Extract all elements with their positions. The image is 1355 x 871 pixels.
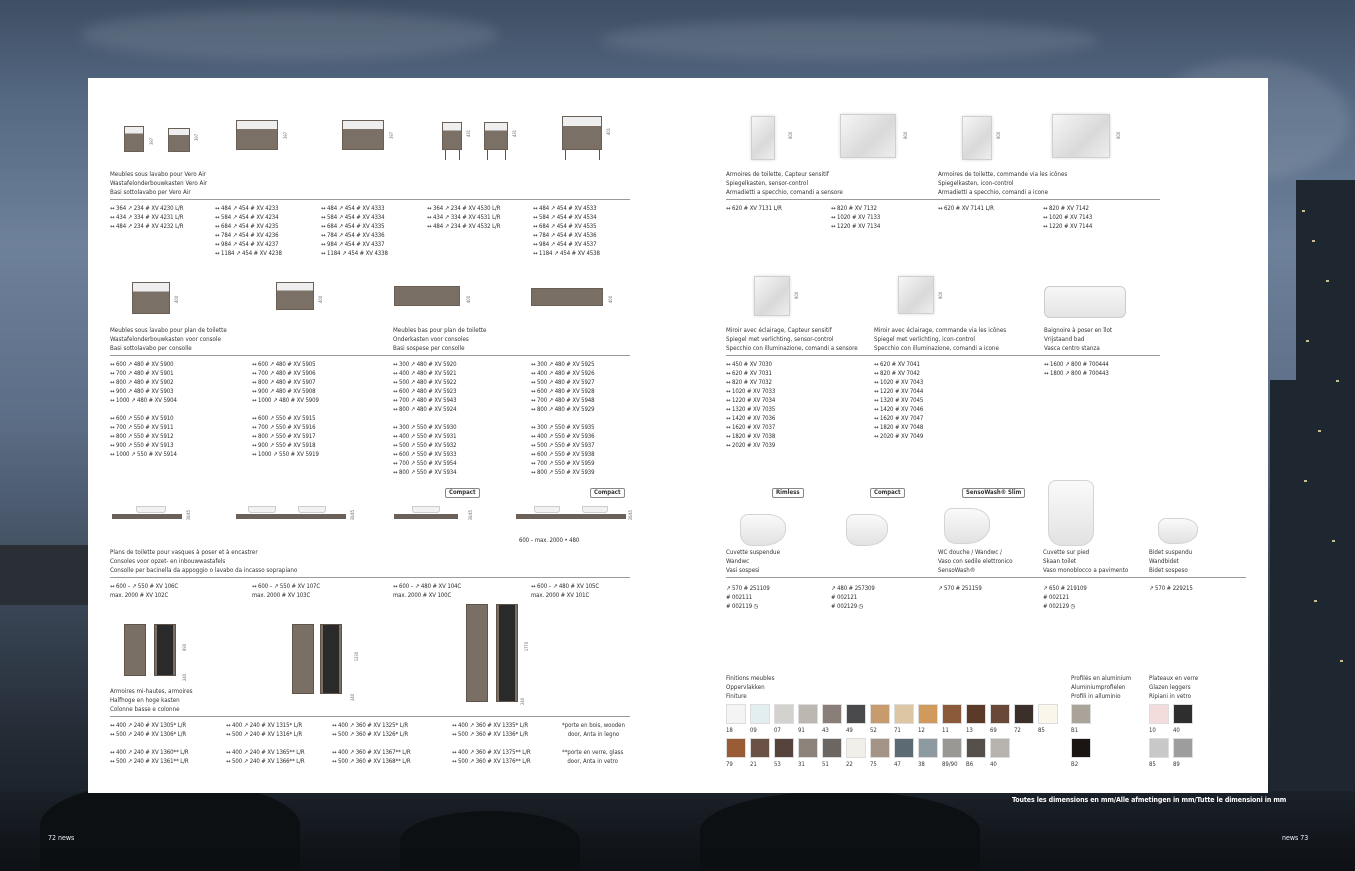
finish-code: 49 xyxy=(846,727,853,734)
spec-list: ↔ 484 ↗ 454 # XV 4533 ↔ 584 ↗ 454 # XV 4534 ↔ 684 ↗ 454 # XV 4535 ↔ 784 ↗ 454 # XV 4536 ↔ 984 ↗ 454 # XV 4537 ↔ 1184 ↗ 454 # XV 4538 xyxy=(533,205,600,257)
spec-list: ↔ 400 ↗ 360 # XV 1325* L/R ↔ 500 ↗ 360 # XV 1326* L/R ↔ 400 ↗ 360 # XV 1367** L/R ↔ 500 ↗ 360 # XV 1368** L/R xyxy=(332,722,411,765)
dimension-label: 800 xyxy=(794,292,799,299)
spec-list: ↔ 400 ↗ 240 # XV 1315* L/R ↔ 500 ↗ 240 # XV 1316* L/R ↔ 400 ↗ 240 # XV 1365** L/R ↔ 500 ↗ 240 # XV 1366** L/R xyxy=(226,722,305,765)
compact-badge: Compact xyxy=(445,488,480,498)
dimension-label: 800 xyxy=(938,292,943,299)
dimension-label: 400 xyxy=(466,296,471,303)
mirror-cabinet xyxy=(1052,114,1110,158)
vero-air-legs-unit xyxy=(442,122,462,150)
semi-tall-cabinet-glass xyxy=(154,624,176,676)
dimension-label: 30/45 xyxy=(628,510,633,521)
dimension-label: 890 xyxy=(182,644,187,651)
title-bidet: Bidet suspendu Wandbidet Bidet sospeso xyxy=(1149,549,1193,575)
finish-code: 71 xyxy=(894,727,901,734)
finish-swatch xyxy=(894,738,914,758)
divider xyxy=(110,577,630,578)
dimension-label: 400 xyxy=(608,296,613,303)
finish-swatch xyxy=(798,738,818,758)
finish-code: 89 xyxy=(1173,761,1180,768)
spec-list: ↔ 620 # XV 7041 ↔ 820 # XV 7042 ↔ 1020 # XV 7043 ↔ 1220 # XV 7044 ↔ 1320 # XV 7045 ↔ 1420 # XV 7046 ↔ 1620 # XV 7047 ↔ 1820 # XV 7048 ↔ 2020 # XV 7049 xyxy=(874,361,924,440)
dimensions-note: Toutes les dimensions en mm/Alle afmetingen in mm/Tutte le dimensioni in mm xyxy=(1012,796,1287,804)
finish-swatch xyxy=(990,704,1010,724)
spec-list: ↗ 570 # 229215 xyxy=(1149,585,1193,592)
dimension-label: 800 xyxy=(903,132,908,139)
finish-swatch xyxy=(870,738,890,758)
dimension-label: 400 xyxy=(318,296,323,303)
page-number-left: 72 news xyxy=(48,834,75,842)
semi-tall-cabinet xyxy=(124,624,146,676)
finish-swatch xyxy=(894,704,914,724)
dimension-label: 240 xyxy=(520,698,525,705)
finish-code: 52 xyxy=(870,727,877,734)
finish-code: 09 xyxy=(750,727,757,734)
divider xyxy=(110,355,630,356)
finish-code: 10 xyxy=(1149,727,1156,734)
finish-code: 07 xyxy=(774,727,781,734)
section-title-mirror-sensor: Miroir avec éclairage, Capteur sensitif Spiegel met verlichting, sensor-control Specchio con illuminazione, comandi a sensore xyxy=(726,327,858,353)
tall-cabinet xyxy=(466,604,488,702)
compact-badge: Compact xyxy=(870,488,905,498)
spec-list: ↔ 364 ↗ 234 # XV 4530 L/R ↔ 434 ↗ 334 # XV 4531 L/R ↔ 484 ↗ 234 # XV 4532 L/R xyxy=(427,205,501,230)
finish-swatch xyxy=(726,738,746,758)
wall-hung-toilet xyxy=(740,514,786,546)
vessel-basin xyxy=(136,506,166,513)
title-wall-toilet: Cuvette suspendue Wandwc Vasi sospesi xyxy=(726,549,781,575)
finish-code: 22 xyxy=(846,761,853,768)
vero-air-wide-unit xyxy=(342,120,384,150)
finish-code: 40 xyxy=(990,761,997,768)
tall-cabinet xyxy=(292,624,314,694)
spec-list: ↔ 820 # XV 7142 ↔ 1020 # XV 7143 ↔ 1220 # XV 7144 xyxy=(1043,205,1093,230)
finish-code: 47 xyxy=(894,761,901,768)
console-top xyxy=(516,514,626,519)
dimension-label: 400 xyxy=(174,296,179,303)
wall-hung-toilet-compact xyxy=(846,514,888,546)
finish-code: 85 xyxy=(1038,727,1045,734)
divider xyxy=(726,577,1246,578)
finish-swatch xyxy=(942,738,962,758)
mirror-cabinet xyxy=(962,116,992,160)
title-finishes: Finitions meubles Oppervlakken Finiture xyxy=(726,675,775,701)
finish-code: 75 xyxy=(870,761,877,768)
finish-swatch xyxy=(990,738,1010,758)
dimension-label: 800 xyxy=(996,132,1001,139)
section-title-mirror-icon: Miroir avec éclairage, commande via les icônes Spiegel met verlichting, icon-control Specchio con illuminazione, comandi a icone xyxy=(874,327,1007,353)
dimension-label: 240 xyxy=(350,694,355,701)
footnote-wood: *porte en bois, wooden door, Anta in legno xyxy=(562,722,625,738)
catalog-spread xyxy=(88,78,1268,793)
page-number-right: news 73 xyxy=(1282,834,1309,842)
finish-code: 72 xyxy=(1014,727,1021,734)
finish-swatch xyxy=(822,738,842,758)
divider xyxy=(726,199,1160,200)
finish-code: 31 xyxy=(798,761,805,768)
spec-list: ↔ 300 ↗ 480 # XV 5925 ↔ 400 ↗ 480 # XV 5926 ↔ 500 ↗ 480 # XV 5927 ↔ 600 ↗ 480 # XV 5928 ↔ 700 ↗ 480 # XV 5948 ↔ 800 ↗ 480 # XV 5929 ↔ 300 ↗ 550 # XV 5935 ↔ 400 ↗ 550 # XV 5936 ↔ 500 ↗ 550 # XV 5937 ↔ 600 ↗ 550 # XV 5938 ↔ 700 ↗ 550 # XV 5959 ↔ 800 ↗ 550 # XV 5939 xyxy=(531,361,595,476)
section-title-consoles: Plans de toilette pour vasques à poser et à encastrer Consoles voor opzet- en inbouwwastafels Consolle per bacinella da appoggio o lavabo da incasso soprapiano xyxy=(110,549,298,575)
finish-swatch xyxy=(822,704,842,724)
vero-air-legs-unit xyxy=(484,122,508,150)
finish-code: B2 xyxy=(1071,761,1079,768)
finish-swatch xyxy=(1071,704,1091,724)
dimension-label: 431 xyxy=(466,130,471,137)
tall-cabinet-glass xyxy=(496,604,518,702)
dimension-label: 431 xyxy=(512,130,517,137)
finish-swatch xyxy=(1173,704,1193,724)
finish-swatch xyxy=(726,704,746,724)
spec-list: ↗ 570 # 251109 # 002111 # 002119 ◷ xyxy=(726,585,770,610)
spec-list: ↔ 600 – ↗ 550 # XV 107C max. 2000 # XV 103C xyxy=(252,583,321,599)
finish-swatch xyxy=(966,704,986,724)
spec-list: ↔ 600 – ↗ 550 # XV 106C max. 2000 # XV 102C xyxy=(110,583,179,599)
spec-list: ↔ 400 ↗ 240 # XV 1305* L/R ↔ 500 ↗ 240 # XV 1306* L/R ↔ 400 ↗ 240 # XV 1360** L/R ↔ 500 ↗ 240 # XV 1361** L/R xyxy=(110,722,189,765)
mirror-cabinet xyxy=(840,114,896,158)
spec-list: ↔ 484 ↗ 454 # XV 4333 ↔ 584 ↗ 454 # XV 4334 ↔ 684 ↗ 454 # XV 4335 ↔ 784 ↗ 454 # XV 4336 ↔ 984 ↗ 454 # XV 4337 ↔ 1184 ↗ 454 # XV 4338 xyxy=(321,205,388,257)
title-aluminium-profiles: Profilés en aluminium Aluminiumprofielen Profili in alluminio xyxy=(1071,675,1132,701)
finish-code: 79 xyxy=(726,761,733,768)
spec-list: ↔ 620 # XV 7131 L/R xyxy=(726,205,782,212)
dimension-label: 800 xyxy=(1116,132,1121,139)
range-label: 600 – max. 2000 • 480 xyxy=(519,537,580,544)
divider xyxy=(110,716,630,717)
spec-list: ↗ 570 # 251159 xyxy=(938,585,982,592)
vero-air-small-unit xyxy=(124,126,144,152)
console-low-unit xyxy=(394,286,460,306)
freestanding-bathtub xyxy=(1044,286,1126,318)
finish-code: B1 xyxy=(1071,727,1079,734)
console-low-unit xyxy=(531,288,603,306)
finish-code: 13 xyxy=(966,727,973,734)
rimless-badge: Rimless xyxy=(772,488,804,498)
finish-code: 40 xyxy=(1173,727,1180,734)
finish-swatch xyxy=(918,738,938,758)
finish-swatch xyxy=(1149,738,1169,758)
spec-list: ↔ 600 ↗ 480 # XV 5900 ↔ 700 ↗ 480 # XV 5901 ↔ 800 ↗ 480 # XV 5902 ↔ 900 ↗ 480 # XV 5903 ↔ 1000 ↗ 480 # XV 5904 ↔ 600 ↗ 550 # XV 5910 ↔ 700 ↗ 550 # XV 5911 ↔ 800 ↗ 550 # XV 5912 ↔ 900 ↗ 550 # XV 5913 ↔ 1000 ↗ 550 # XV 5914 xyxy=(110,361,177,458)
spec-list: ↔ 400 ↗ 360 # XV 1335* L/R ↔ 500 ↗ 360 # XV 1336* L/R ↔ 400 ↗ 360 # XV 1375** L/R ↔ 500 ↗ 360 # XV 1376** L/R xyxy=(452,722,531,765)
finish-swatch xyxy=(798,704,818,724)
finish-code: 21 xyxy=(750,761,757,768)
console-top xyxy=(394,514,458,519)
section-title-mirror-cabinets-icon: Armoires de toilette, commande via les icônes Spiegelkasten, icon-control Armadietti a specchio, comandi a icone xyxy=(938,171,1068,197)
dimension-label: 240 xyxy=(182,674,187,681)
spec-list: ↔ 300 ↗ 480 # XV 5920 ↔ 400 ↗ 480 # XV 5921 ↔ 500 ↗ 480 # XV 5922 ↔ 600 ↗ 480 # XV 5923 ↔ 700 ↗ 480 # XV 5943 ↔ 800 ↗ 480 # XV 5924 ↔ 300 ↗ 550 # XV 5930 ↔ 400 ↗ 550 # XV 5931 ↔ 500 ↗ 550 # XV 5932 ↔ 600 ↗ 550 # XV 5933 ↔ 700 ↗ 550 # XV 5954 ↔ 800 ↗ 550 # XV 5934 xyxy=(393,361,457,476)
wall-hung-bidet xyxy=(1158,518,1198,544)
illuminated-mirror xyxy=(898,276,934,314)
dimension-label: 401 xyxy=(606,128,611,135)
finish-code: 43 xyxy=(822,727,829,734)
spec-list: ↔ 484 ↗ 454 # XV 4233 ↔ 584 ↗ 454 # XV 4234 ↔ 684 ↗ 454 # XV 4235 ↔ 784 ↗ 454 # XV 4236 ↔ 984 ↗ 454 # XV 4237 ↔ 1184 ↗ 454 # XV 4238 xyxy=(215,205,282,257)
spec-list: ↔ 1600 ↗ 800 # 700444 ↔ 1800 ↗ 800 # 700443 xyxy=(1044,361,1109,377)
finish-swatch xyxy=(918,704,938,724)
dimension-label: 1330 xyxy=(354,652,359,662)
spec-list: ↔ 600 – ↗ 480 # XV 104C max. 2000 # XV 100C xyxy=(393,583,462,599)
finish-code: 53 xyxy=(774,761,781,768)
sensowash-badge: SensoWash® Slim xyxy=(962,488,1025,498)
spec-list: ↗ 650 # 219109 # 002121 # 002129 ◷ xyxy=(1043,585,1087,610)
finish-code: 91 xyxy=(798,727,805,734)
finish-swatch xyxy=(774,704,794,724)
dimension-label: 397 xyxy=(283,132,288,139)
section-title-vero-air: Meubles sous lavabo pour Vero Air Wastafelonderbouwkasten Vero Air Basi sottolavabo per Vero Air xyxy=(110,171,208,197)
mirror-cabinet xyxy=(751,116,775,160)
tall-cabinet-glass xyxy=(320,624,342,694)
spec-list: ↔ 600 – ↗ 480 # XV 105C max. 2000 # XV 101C xyxy=(531,583,600,599)
finish-swatch xyxy=(750,704,770,724)
finish-code: 18 xyxy=(726,727,733,734)
dimension-label: 30/45 xyxy=(468,510,473,521)
vero-air-legs-wide-unit xyxy=(562,116,602,150)
dimension-label: 397 xyxy=(149,138,154,145)
finish-swatch xyxy=(774,738,794,758)
spec-list: ↔ 600 ↗ 480 # XV 5905 ↔ 700 ↗ 480 # XV 5906 ↔ 800 ↗ 480 # XV 5907 ↔ 900 ↗ 480 # XV 5908 ↔ 1000 ↗ 480 # XV 5909 ↔ 600 ↗ 550 # XV 5915 ↔ 700 ↗ 550 # XV 5916 ↔ 800 ↗ 550 # XV 5917 ↔ 900 ↗ 550 # XV 5918 ↔ 1000 ↗ 550 # XV 5919 xyxy=(252,361,319,458)
finish-swatch xyxy=(750,738,770,758)
finish-swatch xyxy=(942,704,962,724)
finish-swatch xyxy=(1071,738,1091,758)
spec-list: ↔ 450 # XV 7030 ↔ 620 # XV 7031 ↔ 820 # XV 7032 ↔ 1020 # XV 7033 ↔ 1220 # XV 7034 ↔ 1320 # XV 7035 ↔ 1420 # XV 7036 ↔ 1620 # XV 7037 ↔ 1820 # XV 7038 ↔ 2020 # XV 7039 xyxy=(726,361,776,449)
section-title-console-low: Meubles bas pour plan de toilette Onderkasten voor consoles Basi sospese per consolle xyxy=(393,327,487,353)
footnote-glass: **porte en verre, glass door, Anta in vetro xyxy=(562,749,624,765)
finish-code: 11 xyxy=(942,727,949,734)
dimension-label: 397 xyxy=(194,134,199,141)
section-title-cabinets: Armoires mi-hautes, armoires Halfhoge en hoge kasten Colonne basse e colonne xyxy=(110,688,193,714)
finish-swatch xyxy=(1149,704,1169,724)
finish-swatch xyxy=(966,738,986,758)
dimension-label: 30/45 xyxy=(186,510,191,521)
dimension-label: 397 xyxy=(389,132,394,139)
finish-swatch xyxy=(870,704,890,724)
finish-swatch xyxy=(846,738,866,758)
divider xyxy=(110,199,630,200)
compact-badge: Compact xyxy=(590,488,625,498)
vero-air-wide-unit xyxy=(236,120,278,150)
illuminated-mirror xyxy=(754,276,790,316)
title-floor-toilet: Cuvette sur pied Skaan toilet Vaso monoblocco a pavimento xyxy=(1043,549,1129,575)
title-glass-shelves: Plateaux en verre Glazen leggers Ripiani in vetro xyxy=(1149,675,1199,701)
title-shower-toilet: WC douche / Wandwc / Vaso con sedile elettronico SensoWash® xyxy=(938,549,1013,575)
console-top xyxy=(112,514,182,519)
floor-standing-toilet xyxy=(1048,480,1094,546)
finish-swatch xyxy=(1038,704,1058,724)
spec-list: ↔ 620 # XV 7141 L/R xyxy=(938,205,994,212)
finish-swatch xyxy=(846,704,866,724)
spec-list: ↔ 364 ↗ 234 # XV 4230 L/R ↔ 434 ↗ 334 # XV 4231 L/R ↔ 484 ↗ 234 # XV 4232 L/R xyxy=(110,205,184,230)
finish-code: 85 xyxy=(1149,761,1156,768)
divider xyxy=(726,355,1160,356)
dimension-label: 30/45 xyxy=(350,510,355,521)
section-title-bathtub: Baignoire à poser en îlot Vrijstaand bad Vasca centro stanza xyxy=(1044,327,1113,353)
spec-list: ↗ 480 # 257309 # 002121 # 002129 ◷ xyxy=(831,585,875,610)
finish-code: B6 xyxy=(966,761,974,768)
console-vanity-unit xyxy=(132,282,170,314)
spec-list: ↔ 820 # XV 7132 ↔ 1020 # XV 7133 ↔ 1220 # XV 7134 xyxy=(831,205,881,230)
dimension-label: 800 xyxy=(788,132,793,139)
vero-air-small-unit xyxy=(168,128,190,152)
finish-swatch xyxy=(1173,738,1193,758)
section-title-mirror-cabinets-sensor: Armoires de toilette, Capteur sensitif Spiegelkasten, sensor-control Armadietti a specchio, comandi a sensore xyxy=(726,171,843,197)
finish-code: 12 xyxy=(918,727,925,734)
finish-code: 89/90 xyxy=(942,761,958,768)
console-vanity-unit xyxy=(276,282,314,310)
tower-building xyxy=(1296,180,1355,800)
console-top xyxy=(236,514,346,519)
finish-code: 69 xyxy=(990,727,997,734)
finish-code: 38 xyxy=(918,761,925,768)
finish-code: 51 xyxy=(822,761,829,768)
section-title-console-vanity: Meubles sous lavabo pour plan de toilette Wastafelonderbouwkasten voor console Basi sottolavabo per consolle xyxy=(110,327,227,353)
shower-toilet xyxy=(944,508,990,544)
finish-swatch xyxy=(1014,704,1034,724)
dimension-label: 1770 xyxy=(524,642,529,652)
